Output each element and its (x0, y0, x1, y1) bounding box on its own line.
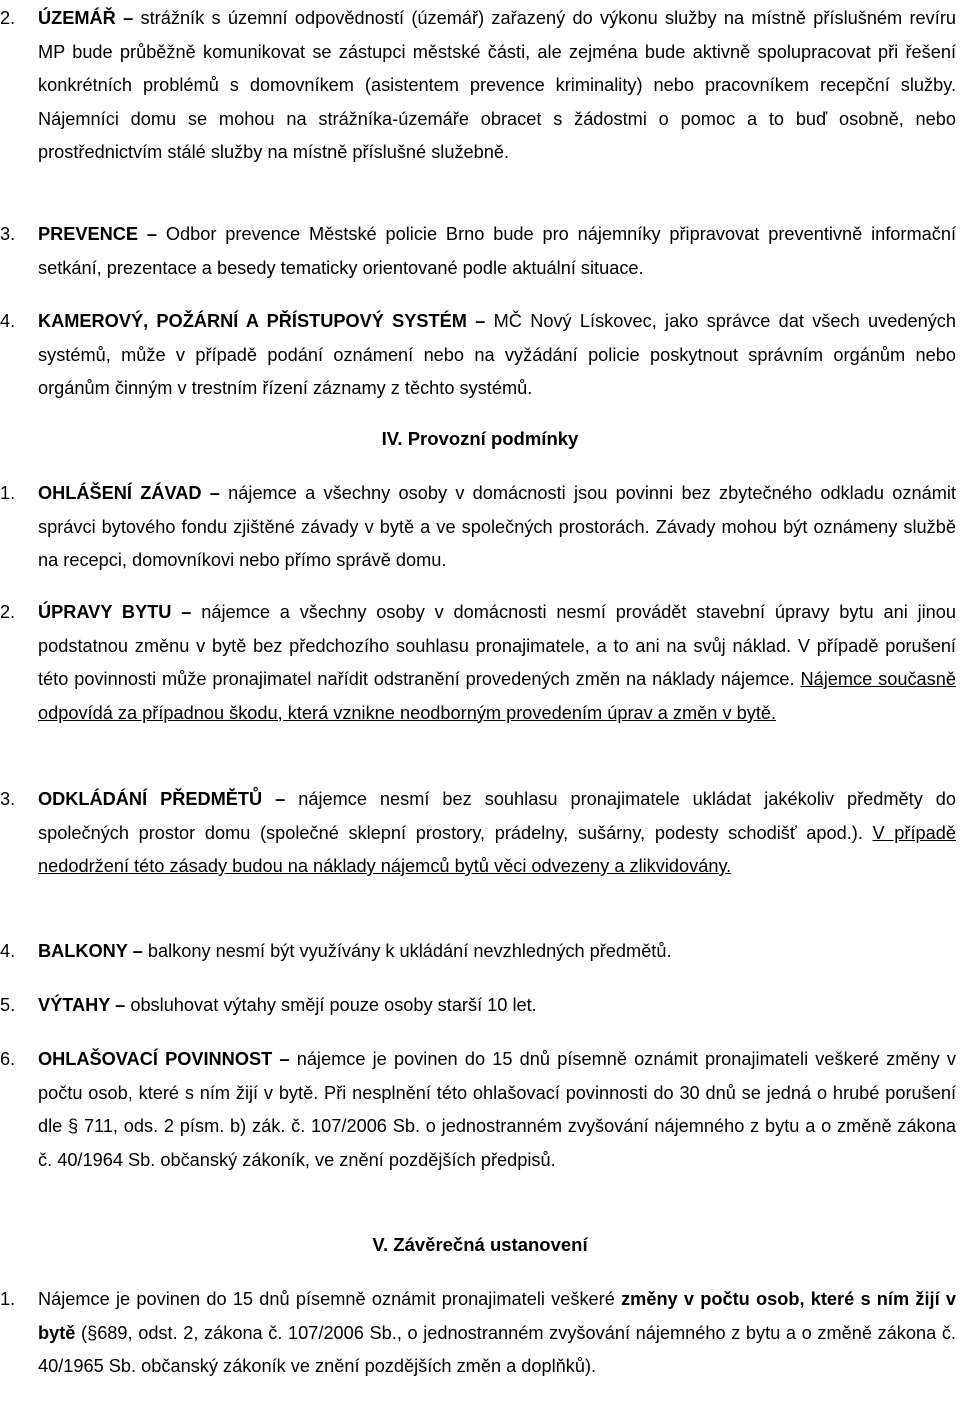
item-number: 2. (0, 8, 16, 28)
item-text: nájemce a všechny osoby v domácnosti nesmí provádět stavební úpravy bytu ani jinou podstatnou změnu v bytě bez předchozího souhlasu pronajimatele, a to ani na svůj náklad. V případě porušení této povinnosti může pronajimatel nařídit odstranění provedených změn na náklady nájemce. (38, 602, 956, 689)
item-number: 1. (0, 1289, 16, 1309)
item-label: ÚPRAVY BYTU (38, 602, 172, 622)
item-body (38, 218, 956, 285)
item-number: 6. (0, 1049, 16, 1069)
item-underlined-text: Nájemce současně odpovídá za případnou škodu, která vznikne neodborným provedením úprav a změn v bytě. (38, 669, 956, 723)
item-body (38, 477, 956, 578)
item-text: nájemce je povinen do 15 dnů písemně oznámit pronajimateli veškeré změny v počtu osob, které s ním žijí v bytě. Při nesplnění této ohlašovací povinnosti do 30 dnů se jedná o hrubé porušení dle § 711, ods. 2 písm. b) zák. č. 107/2006 Sb. o jednostranném zvyšování nájemného z bytu a o změně zákona č. 40/1964 Sb. občanský zákoník, ve znění pozdějších předpisů. (38, 1049, 956, 1170)
list-item-upravy-bytu (0, 596, 956, 730)
list-item-vytahy (0, 989, 956, 1023)
item-label: ÚZEMÁŘ (38, 8, 116, 28)
item-text: balkony nesmí být využívány k ukládání nevzhledných předmětů. (147, 941, 672, 961)
list-item-prevence (0, 218, 956, 285)
item-label: ODKLÁDÁNÍ PŘEDMĚTŮ (38, 789, 263, 809)
item-number: 4. (0, 941, 16, 961)
item-dash: – (110, 995, 131, 1015)
item-text: nájemce nesmí bez souhlasu pronajimatele ukládat jakékoliv předměty do společných prostor domu (společné sklepní prostory, prádelny, sušárny, podesty schodišť apod.). (38, 789, 956, 843)
item-body (38, 935, 956, 969)
list-item-zaverecne-1 (0, 1283, 956, 1384)
item-dash: – (138, 224, 166, 244)
item-body (38, 596, 956, 730)
item-underlined-text: V případě nedodržení této zásady budou na náklady nájemců bytů věci odvezeny a zlikvidovány. (38, 822, 956, 876)
item-dash: – (272, 1049, 297, 1069)
item-body (38, 1043, 956, 1177)
item-bold-text: změny v počtu osob, které s ním žijí v bytě (38, 1289, 956, 1343)
item-label: BALKONY (38, 941, 128, 961)
item-label: OHLAŠOVACÍ POVINNOST (38, 1049, 273, 1069)
list-item-odkladani-predmetu (0, 783, 956, 884)
item-dash: – (466, 311, 494, 331)
item-body (38, 305, 956, 406)
item-number: 3. (0, 789, 16, 809)
item-text-continued: (§689, odst. 2, zákona č. 107/2006 Sb., o jednostranném zvyšování nájemného z bytu a o změně zákona č. 40/1965 Sb. občanský zákoník ve znění pozdějších změn a doplňků). (38, 1322, 956, 1376)
item-dash: – (115, 8, 141, 28)
item-label: OHLÁŠENÍ ZÁVAD (38, 483, 202, 503)
list-item-kamerovy-system (0, 305, 956, 406)
item-dash: – (201, 483, 229, 503)
item-text: MČ Nový Lískovec, jako správce dat všech uvedených systémů, může v případě podání oznámení nebo na vyžádání policie poskytnout správním orgánům nebo orgánům činným v trestním řízení záznamy z těchto systémů. (38, 311, 956, 398)
item-text: Nájemce je povinen do 15 dnů písemně oznámit pronajimateli veškeré (38, 1289, 622, 1309)
list-item-balkony (0, 935, 956, 969)
item-label: PREVENCE (38, 224, 139, 244)
list-item-uzemar (0, 2, 956, 170)
item-dash: – (127, 941, 148, 961)
item-text: obsluhovat výtahy smějí pouze osoby starší 10 let. (130, 995, 537, 1015)
list-item-ohlaseni-zavad (0, 477, 956, 578)
item-number: 1. (0, 483, 16, 503)
item-number: 5. (0, 995, 16, 1015)
item-number: 4. (0, 311, 16, 331)
item-body (38, 783, 956, 884)
item-label: VÝTAHY (38, 995, 111, 1015)
item-label: KAMEROVÝ, POŽÁRNÍ A PŘÍSTUPOVÝ SYSTÉM (38, 311, 467, 331)
item-text: strážník s územní odpovědností (územář) zařazený do výkonu služby na místně příslušném revíru MP bude průběžně komunikovat se zástupci městské části, ale zejména bude aktivně spolupracovat při řešení konkrétních problémů s domovníkem (asistentem prevence kriminality) nebo pracovníkem recepční služby. Nájemníci domu se mohou na strážníka-územáře obracet s žádostmi o pomoc a to buď osobně, nebo prostřednictvím stálé služby na místně příslušné služebně. (38, 8, 956, 162)
item-text: Odbor prevence Městské policie Brno bude pro nájemníky připravovat preventivně informační setkání, prezentace a besedy tematicky orientované podle aktuální situace. (38, 224, 956, 278)
section-heading-v: V. Závěrečná ustanovení (372, 1234, 588, 1255)
item-body (38, 1283, 956, 1384)
item-dash: – (171, 602, 202, 622)
item-number: 3. (0, 224, 16, 244)
list-item-ohlasovaci-povinnost (0, 1043, 956, 1177)
item-text: nájemce a všechny osoby v domácnosti jsou povinni bez zbytečného odkladu oznámit správci bytového fondu zjištěné závady v bytě a ve společných prostorách. Závady mohou být oznámeny službě na recepci, domovníkovi nebo přímo správě domu. (38, 483, 956, 570)
item-body (38, 2, 956, 170)
item-body (38, 989, 956, 1023)
section-heading-iv: IV. Provozní podmínky (381, 428, 579, 449)
item-number: 2. (0, 602, 16, 622)
item-dash: – (262, 789, 299, 809)
